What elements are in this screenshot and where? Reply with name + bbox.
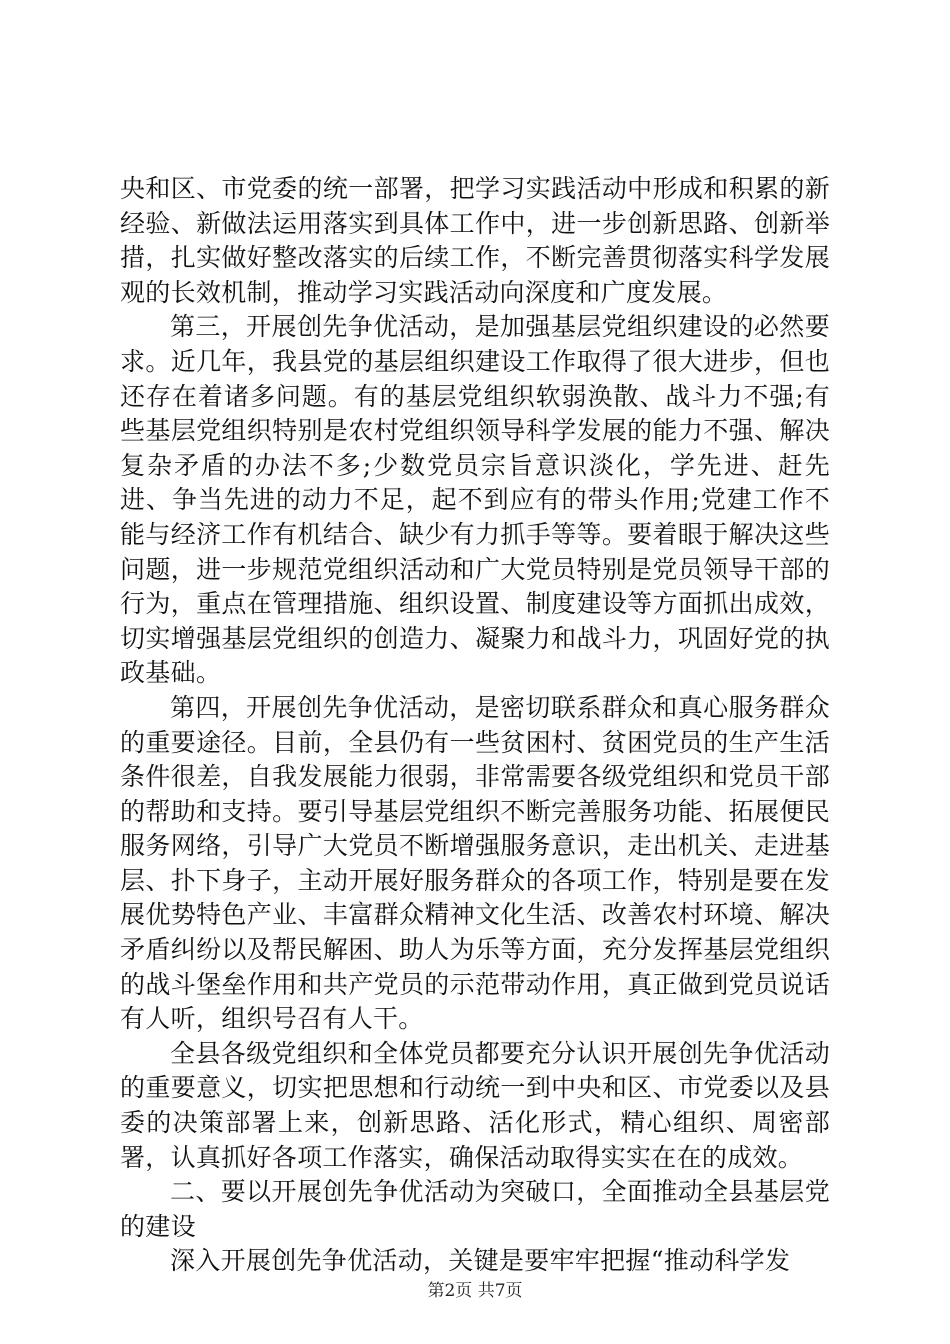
paragraph-section-two-start: 深入开展创先争优活动，关键是要牢牢把握“推动科学发	[170, 1246, 791, 1276]
paragraph-summary: 全县各级党组织和全体党员都要充分认识开展创先争优活动的重要意义，切实把思想和行动统一到中央和区、市党委以及县委的决策部署上来，创新思路、活化形式，精心组织、周密部署，认真抓好各项工作落实，确保活动取得实实在在的成效。	[120, 1038, 830, 1172]
section-heading-two: 二、要以开展创先争优活动为突破口，全面推动全县基层党的建设	[120, 1177, 830, 1241]
page-number-footer: 第2页 共7页	[427, 1281, 523, 1301]
document-body	[120, 172, 830, 1279]
paragraph-third-point: 第三，开展创先争优活动，是加强基层党组织建设的必然要求。近几年，我县党的基层组织建设工作取得了很大进步，但也还存在着诸多问题。有的基层党组织软弱涣散、战斗力不强;有些基层党组织特别是农村党组织领导科学发展的能力不强、解决复杂矛盾的办法不多;少数党员宗旨意识淡化，学先进、赶先进、争当先进的动力不足，起不到应有的带头作用;党建工作不能与经济工作有机结合、缺少有力抓手等等。要着眼于解决这些问题，进一步规范党组织活动和广大党员特别是党员领导干部的行为，重点在管理措施、组织设置、制度建设等方面抓出成效，切实增强基层党组织的创造力、凝聚力和战斗力，巩固好党的执政基础。	[120, 312, 830, 688]
paragraph-fourth-point: 第四，开展创先争优活动，是密切联系群众和真心服务群众的重要途径。目前，全县仍有一些贫困村、贫困党员的生产生活条件很差，自我发展能力很弱，非常需要各级党组织和党员干部的帮助和支持。要引导基层党组织不断完善服务功能、拓展便民服务网络，引导广大党员不断增强服务意识，走出机关、走进基层、扑下身子，主动开展好服务群众的各项工作，特别是要在发展优势特色产业、丰富群众精神文化生活、改善农村环境、解决矛盾纠纷以及帮民解困、助人为乐等方面，充分发挥基层党组织的战斗堡垒作用和共产党员的示范带动作用，真正做到党员说话有人听，组织号召有人干。	[120, 692, 830, 1034]
paragraph-continuation: 央和区、市党委的统一部署，把学习实践活动中形成和积累的新经验、新做法运用落实到具体工作中，进一步创新思路、创新举措，扎实做好整改落实的后续工作，不断完善贯彻落实科学发展观的长效机制，推动学习实践活动向深度和广度发展。	[120, 174, 830, 307]
